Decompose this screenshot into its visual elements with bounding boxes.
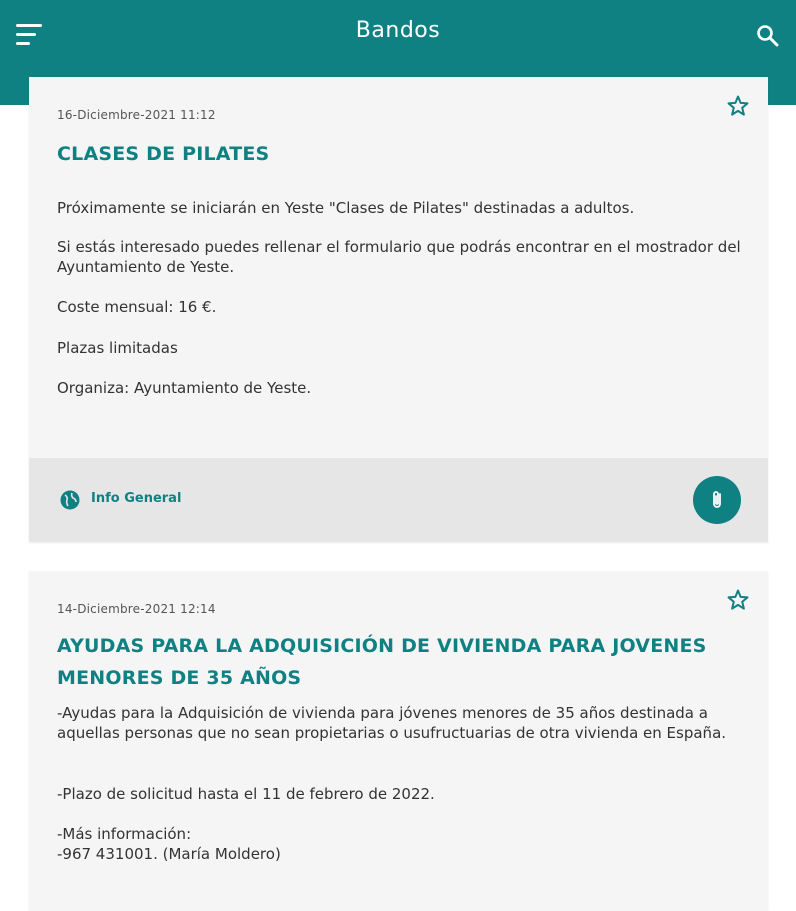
page-title: Bandos xyxy=(355,18,441,43)
post-paragraph: Organiza: Ayuntamiento de Yeste. xyxy=(57,379,312,397)
post-paragraph: -Ayudas para la Adquisición de vivienda para jóvenes menores de 35 años destinada a aquellas personas que no sean propietarias o usufructuarias de otra vivienda en España. xyxy=(57,704,727,742)
post-date: 16-Diciembre-2021 11:12 xyxy=(57,108,216,122)
post-title: AYUDAS PARA LA ADQUISICIÓN DE VIVIENDA PARA JOVENES MENORES DE 35 AÑOS xyxy=(57,635,707,689)
post-paragraph: Próximamente se iniciarán en Yeste "Clases de Pilates" destinadas a adultos. xyxy=(57,199,635,217)
post-paragraph: -Más información: xyxy=(57,825,192,843)
post-paragraph: -967 431001. (María Moldero) xyxy=(57,845,281,863)
category-link[interactable]: Info General xyxy=(91,491,182,506)
search-icon[interactable] xyxy=(755,23,781,49)
star-outline-icon[interactable] xyxy=(726,588,750,612)
post-title: CLASES DE PILATES xyxy=(57,143,270,165)
bando-card[interactable] xyxy=(29,571,768,911)
post-paragraph: Coste mensual: 16 €. xyxy=(57,298,217,316)
globe-icon xyxy=(59,489,81,511)
bando-card[interactable] xyxy=(29,77,768,542)
post-date: 14-Diciembre-2021 12:14 xyxy=(57,602,216,616)
post-paragraph: -Plazo de solicitud hasta el 11 de febrero de 2022. xyxy=(57,785,435,803)
post-paragraph: Plazas limitadas xyxy=(57,339,178,357)
paperclip-icon[interactable] xyxy=(693,476,741,524)
star-outline-icon[interactable] xyxy=(726,94,750,118)
post-paragraph: Si estás interesado puedes rellenar el formulario que podrás encontrar en el mostrador del Ayuntamiento de Yeste. xyxy=(57,238,741,276)
card-footer xyxy=(29,458,768,542)
